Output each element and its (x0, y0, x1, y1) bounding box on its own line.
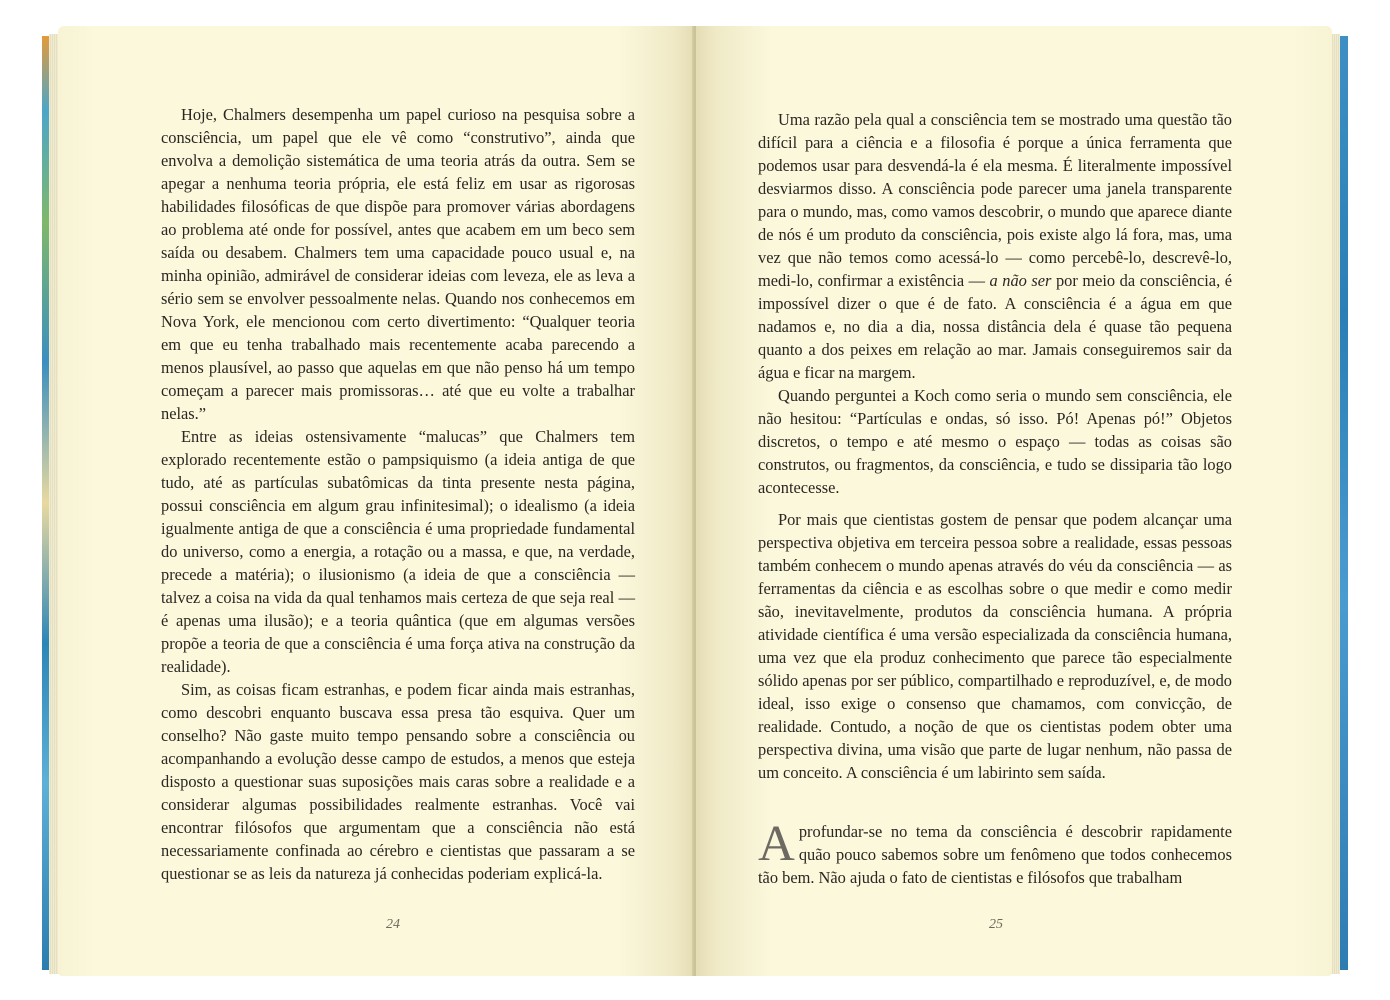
page-number: 24 (386, 917, 400, 932)
paragraph: Quando perguntei a Koch como seria o mundo sem consciência, ele não hesitou: “Partículas e ondas, só isso. Pó! Apenas pó!” Objetos discretos, o tempo e até mesmo o espaço — todas as coisas são construtos, ou fragmentos, da consciência, e tudo se dissiparia tão logo acontecesse. (758, 386, 1232, 497)
cover-edge-right (1340, 36, 1348, 970)
paragraph: Por mais que cientistas gostem de pensar que podem alcançar uma perspectiva objetiva em terceira pessoa sobre a realidade, essas pessoas também conhecem o mundo apenas através do véu da consciência — as ferramentas da ciência e as escolhas sobre o que medir e como medir são, inevitavelmente, produtos da consciência humana. A própria atividade científica é uma versão especializada da consciência humana, uma vez que ela produz conhecimento que parece tão especialmente sólido apenas por ser público, compartilhado e reproduzível, e, de modo ideal, isso exige o consenso que chamamos, com convicção, de realidade. Contudo, a noção de que os cientistas podem obter uma perspectiva divina, uma visão que parte de lugar nenhum, não passa de um conceito. A consciência é um labirinto sem saída. (758, 510, 1232, 782)
section-opening (758, 816, 1232, 889)
section-paragraph: profundar-se no tema da consciência é descobrir rapidamente quão pouco sabemos sobre um fenômeno que todos conhecemos tão bem. Não ajuda o fato de cientistas e filósofos que trabalham (758, 822, 1232, 887)
italic-phrase: a não ser (989, 271, 1052, 290)
paragraph: Entre as ideias ostensivamente “malucas” que Chalmers tem explorado recentemente estão o pampsiquismo (a ideia antiga de que tudo, até as partículas subatômicas da tinta presente nesta página, possui consciência em algum grau infinitesimal); o idealismo (a ideia igualmente antiga de que a consciência é uma propriedade fundamental do universo, como a energia, a rotação ou a massa, e que, na verdade, precede a matéria); o ilusionismo (a ideia de que a consciência — talvez a coisa na vida da qual tenhamos mais certeza de que seja real — é apenas uma ilusão); e a teoria quântica (que em algumas versões propõe a teoria de que a consciência é uma força ativa na construção da realidade). (161, 427, 635, 676)
left-page (58, 26, 694, 976)
paragraph-text: Uma razão pela qual a consciência tem se mostrado uma questão tão difícil para a ciência e a filosofia é porque a única ferramenta que podemos usar para desvendá-la é ela mesma. É literalmente impossível desviarmos disso. A consciência pode parecer uma janela transparente para o mundo, mas, como vamos descobrir, o mundo que aparece diante de nós é um produto da consciência, pois existe algo lá fora, mas, uma vez que não temos como acessá-lo — como percebê-lo, descrevê-lo, medi-lo, confirmar a existência — (758, 110, 1232, 290)
left-page-body (161, 103, 635, 885)
paragraph (758, 108, 1232, 384)
right-page (696, 26, 1332, 976)
right-page-body (758, 108, 1232, 784)
paragraph: Sim, as coisas ficam estranhas, e podem ficar ainda mais estranhas, como descobri enquanto buscava essa presa tão esquiva. Quer um conselho? Não gaste muito tempo pensando sobre a consciência ou acompanhando a evolução desse campo de estudos, a menos que esteja disposto a questionar suas suposições mais caras sobre a realidade e a considerar algumas possibilidades realmente estranhas. Você vai encontrar filósofos que argumentam que a consciência não está necessariamente confinada ao cérebro e cientistas que passaram a se questionar se as leis da natureza já conhecidas poderiam explicá-la. (161, 680, 635, 883)
drop-cap: A (758, 816, 795, 872)
paragraph-text: por meio da consciência, é impossível dizer o que é de fato. A consciência é a água em que nadamos e, no dia a dia, nossa distância dela é quase tão pequena quanto a dos peixes em relação ao mar. Jamais conseguiremos sair da água e ficar na margem. (758, 271, 1232, 382)
page-number: 25 (989, 917, 1003, 932)
paragraph: Hoje, Chalmers desempenha um papel curioso na pesquisa sobre a consciência, um papel que ele vê como “construtivo”, ainda que envolva a demolição sistemática de uma teoria atrás da outra. Sem se apegar a nenhuma teoria própria, ele está feliz em usar as rigorosas habilidades filosóficas de que dispõe para promover várias abordagens ao problema até onde for possível, antes que acabem em um beco sem saída ou desabem. Chalmers tem uma capacidade pouco usual e, na minha opinião, admirável de considerar ideias com leveza, ele as leva a sério sem se envolver pessoalmente nelas. Quando nos conhecemos em Nova York, ele mencionou com certo divertimento: “Qualquer teoria em que eu tenha trabalhado mais recentemente acaba parecendo a menos plausível, ao passo que aquelas em que não penso há um tempo começam a parecer mais promissoras… até que eu volte a trabalhar nelas.” (161, 105, 635, 423)
